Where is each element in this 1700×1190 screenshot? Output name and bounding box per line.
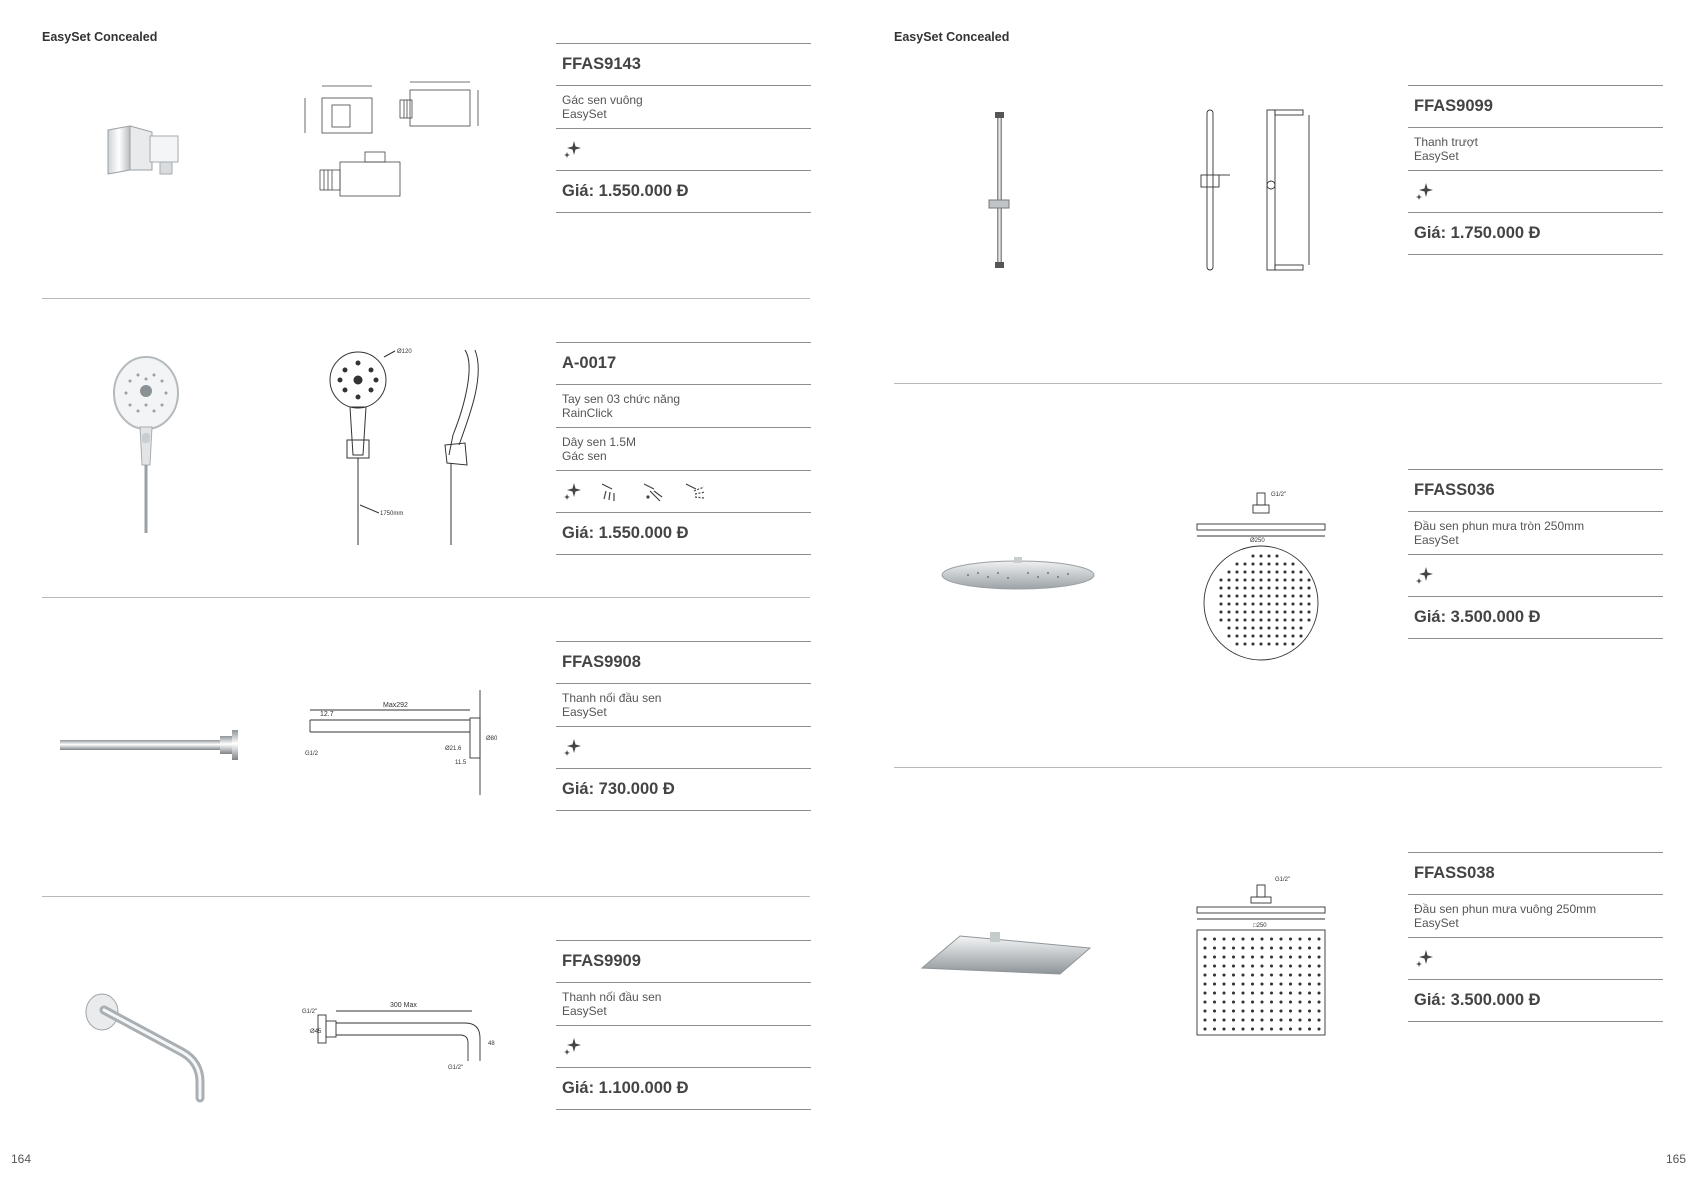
divider <box>42 896 810 897</box>
product-info <box>1408 85 1663 255</box>
feature-icons <box>1408 170 1663 212</box>
divider <box>894 767 1662 768</box>
divider <box>42 597 810 598</box>
svg-text:G1/2": G1/2" <box>448 1065 464 1071</box>
product-description: Tay sen 03 chức năng RainClick <box>556 384 811 427</box>
svg-text:48: 48 <box>488 1041 495 1047</box>
product-code: FFASS036 <box>1408 469 1663 511</box>
product-info <box>556 342 811 555</box>
product-price: Giá: 1.550.000 Đ <box>556 170 811 213</box>
svg-text:□250: □250 <box>1253 923 1267 929</box>
product-description: Thanh nối đầu sen EasySet <box>556 982 811 1025</box>
mist-spray-icon <box>682 481 708 503</box>
product-photo <box>82 990 212 1105</box>
sparkle-icon <box>562 1037 582 1057</box>
feature-icons <box>556 470 811 512</box>
svg-text:Ø45: Ø45 <box>310 1029 322 1035</box>
svg-text:Ø120: Ø120 <box>397 349 412 355</box>
product-info <box>556 43 811 213</box>
product-photo <box>58 728 243 764</box>
svg-text:G1/2": G1/2" <box>1275 877 1291 883</box>
divider <box>42 298 810 299</box>
product-photo <box>920 930 1095 975</box>
page-number: 165 <box>1665 1152 1686 1166</box>
svg-text:12.7: 12.7 <box>320 711 334 718</box>
product-photo <box>938 553 1098 595</box>
svg-text:11.5: 11.5 <box>455 760 467 766</box>
technical-drawing <box>1195 875 1335 1040</box>
product-price: Giá: 730.000 Đ <box>556 768 811 811</box>
technical-drawing <box>1195 488 1335 663</box>
product-info <box>1408 852 1663 1022</box>
product-code: FFASS038 <box>1408 852 1663 894</box>
svg-text:G1/2": G1/2" <box>302 1009 318 1015</box>
svg-text:1750mm: 1750mm <box>380 511 404 517</box>
product-code: A-0017 <box>556 342 811 384</box>
product-code: FFAS9099 <box>1408 85 1663 127</box>
massage-spray-icon <box>640 481 666 503</box>
feature-icons <box>556 128 811 170</box>
svg-text:Ø21.6: Ø21.6 <box>445 746 462 752</box>
product-code: FFAS9909 <box>556 940 811 982</box>
product-description: Đầu sen phun mưa tròn 250mm EasySet <box>1408 511 1663 554</box>
section-title: EasySet Concealed <box>894 30 1010 44</box>
product-price: Giá: 3.500.000 Đ <box>1408 979 1663 1022</box>
sparkle-icon <box>1414 949 1434 969</box>
sparkle-icon <box>562 482 582 502</box>
svg-text:Ø250: Ø250 <box>1250 538 1265 544</box>
product-code: FFAS9908 <box>556 641 811 683</box>
product-photo <box>100 118 190 188</box>
right-page <box>850 0 1700 1190</box>
svg-text:G1/2: G1/2 <box>305 751 319 757</box>
svg-text:G1/2": G1/2" <box>1271 492 1287 498</box>
sparkle-icon <box>562 738 582 758</box>
technical-drawing <box>325 345 510 555</box>
divider <box>894 383 1662 384</box>
sparkle-icon <box>1414 566 1434 586</box>
technical-drawing <box>300 993 505 1073</box>
product-info <box>556 940 811 1110</box>
svg-text:Ø80: Ø80 <box>486 736 498 742</box>
technical-drawing <box>300 78 505 213</box>
product-price: Giá: 1.750.000 Đ <box>1408 212 1663 255</box>
sparkle-icon <box>1414 182 1434 202</box>
sparkle-icon <box>562 140 582 160</box>
svg-text:Max292: Max292 <box>383 702 408 709</box>
rain-spray-icon <box>598 481 624 503</box>
product-accessories: Dây sen 1.5M Gác sen <box>556 427 811 470</box>
product-description: Thanh trượt EasySet <box>1408 127 1663 170</box>
feature-icons <box>556 726 811 768</box>
product-description: Đầu sen phun mưa vuông 250mm EasySet <box>1408 894 1663 937</box>
product-photo <box>985 110 1015 270</box>
product-price: Giá: 3.500.000 Đ <box>1408 596 1663 639</box>
product-description: Gác sen vuông EasySet <box>556 85 811 128</box>
feature-icons <box>1408 937 1663 979</box>
product-photo <box>108 355 188 535</box>
product-info <box>1408 469 1663 639</box>
product-description: Thanh nối đầu sen EasySet <box>556 683 811 726</box>
technical-drawing <box>1195 105 1335 275</box>
page-number: 164 <box>11 1152 32 1166</box>
feature-icons <box>1408 554 1663 596</box>
product-info <box>556 641 811 811</box>
product-code: FFAS9143 <box>556 43 811 85</box>
product-price: Giá: 1.100.000 Đ <box>556 1067 811 1110</box>
product-price: Giá: 1.550.000 Đ <box>556 512 811 555</box>
svg-text:300 Max: 300 Max <box>390 1002 417 1009</box>
section-title: EasySet Concealed <box>42 30 158 44</box>
feature-icons <box>556 1025 811 1067</box>
technical-drawing <box>305 680 505 800</box>
